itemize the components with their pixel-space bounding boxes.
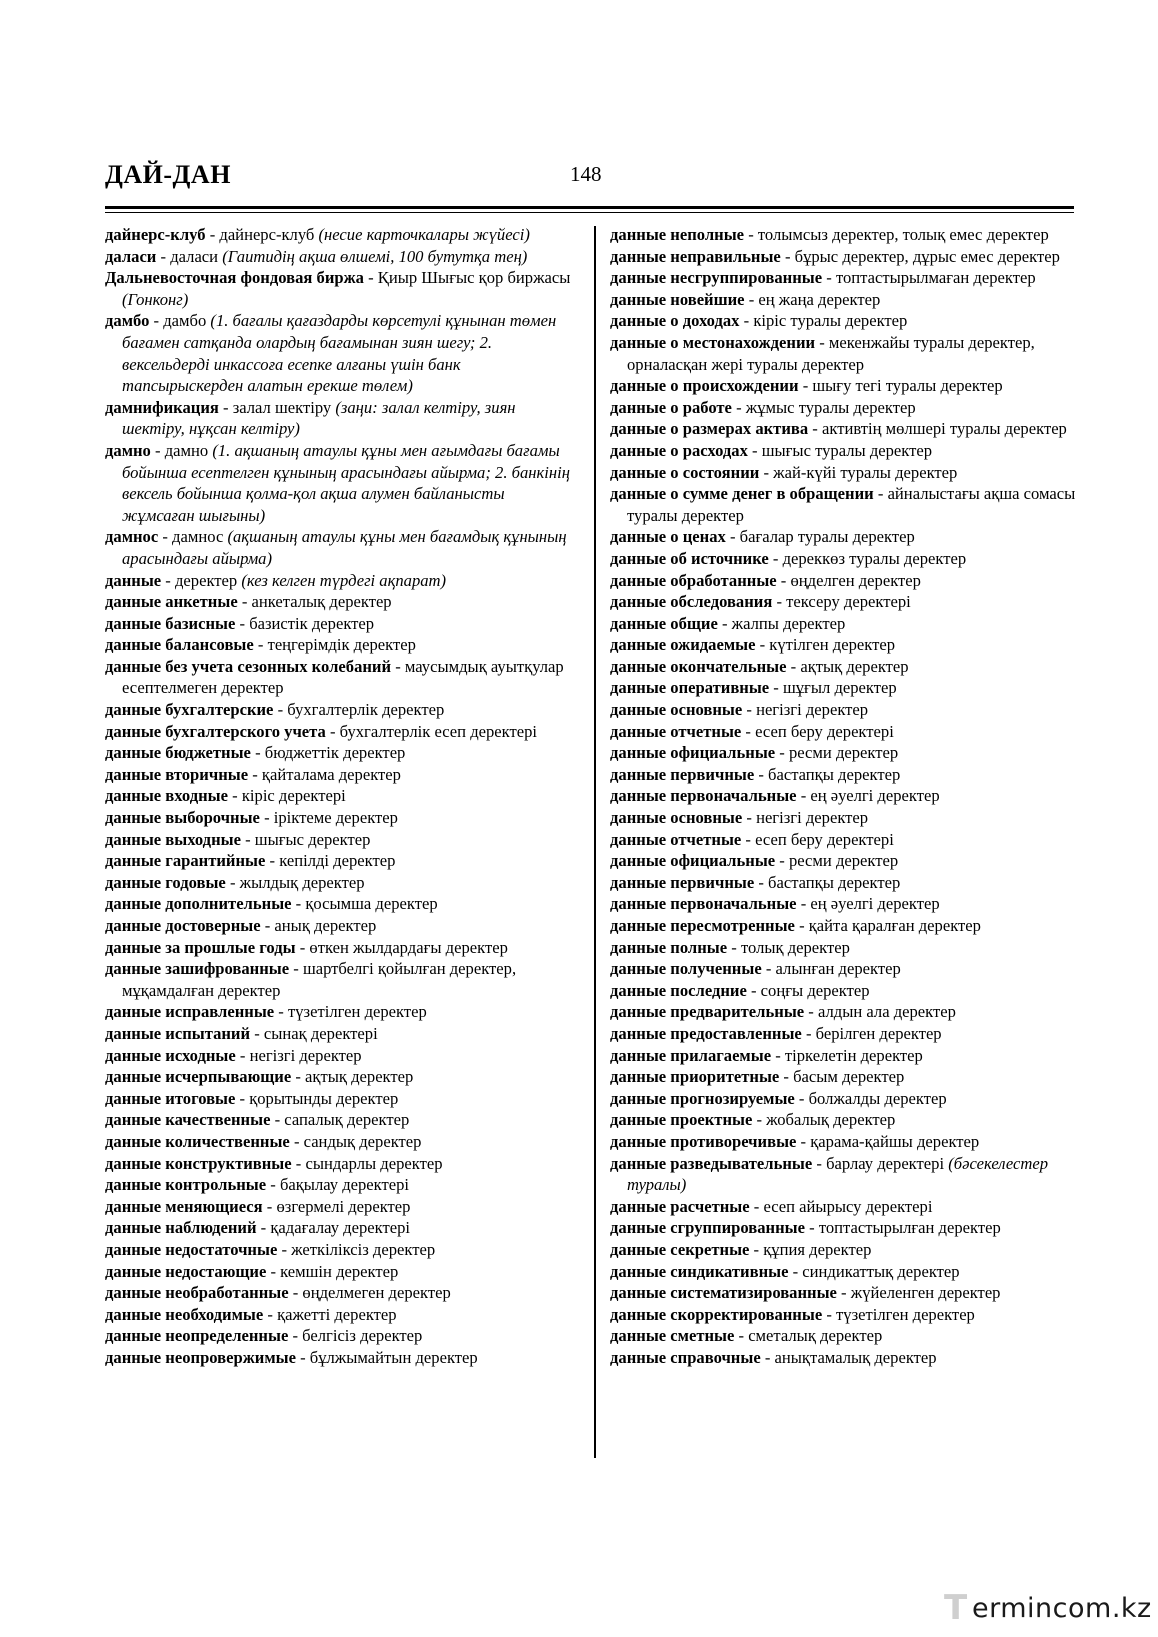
dictionary-entry: данные наблюдений - қадағалау деректері: [105, 1218, 410, 1238]
entry-definition: кемшін деректер: [280, 1261, 399, 1281]
entry-term: данные о доходах: [610, 311, 740, 331]
entry-term: данные отчетные: [610, 721, 742, 741]
dictionary-entry: данные неопределенные - белгісіз деректер: [105, 1326, 423, 1346]
entry-definition: бұрыс деректер, дұрыс емес деректер: [794, 246, 1060, 266]
dictionary-entry: данные справочные - анықтамалық деректер: [610, 1347, 937, 1367]
dictionary-entry: дайнерс-клуб - дайнерс-клуб (несие карточкалары жүйесі): [105, 225, 530, 244]
dictionary-entry: данные вторичные - қайталама деректер: [105, 764, 401, 784]
dictionary-entry: данные неопровержимые - бұлжымайтын деректер: [105, 1347, 478, 1367]
entry-term: данные справочные: [610, 1347, 761, 1367]
dictionary-entry: данные бюджетные - бюджеттік деректер: [105, 743, 406, 763]
entry-note: (бәсекелестер туралы): [627, 1153, 1049, 1195]
entry-definition: бастапқы деректер: [768, 764, 901, 784]
entry-definition: күтілген деректер: [769, 635, 895, 655]
entry-term: данные неопределенные: [105, 1326, 289, 1346]
entry-term: данные обследования: [610, 592, 773, 612]
entry-definition: дамбо: [163, 311, 207, 331]
entry-definition: топтастырылған деректер: [818, 1218, 1001, 1238]
page-number: 148: [570, 162, 602, 186]
entry-definition: негізгі деректер: [756, 808, 869, 828]
entry-definition: есеп беру деректері: [755, 829, 894, 849]
dictionary-entry: данные обследования - тексеру деректері: [610, 592, 911, 612]
entry-definition: түзетілген деректер: [836, 1304, 975, 1324]
entry-term: данные балансовые: [105, 635, 254, 655]
entry-term: данные о размерах актива: [610, 419, 809, 439]
entry-term: данные общие: [610, 613, 718, 633]
entry-note: (1. ақшаның атаулы құны мен ағымдағы бағамы бойынша есептелген құнының арасындағы айырма; 2. банкінің вексель бойынша қолма-қол ақша алумен байланысты жұмсаған шығыны): [122, 440, 570, 525]
entry-term: данные прилагаемые: [610, 1045, 772, 1065]
dictionary-entry: данные качественные - сапалық деректер: [105, 1110, 410, 1130]
entry-note: (заңи: залал келтіру, зиян шектіру, нұқсан келтіру): [122, 397, 516, 439]
entry-definition: анкеталық деректер: [251, 592, 392, 612]
entry-definition: басым деректер: [793, 1067, 905, 1087]
entry-definition: сындарлы деректер: [305, 1153, 443, 1173]
entry-definition: қажетті деректер: [277, 1304, 397, 1324]
dictionary-entry: данные новейшие - ең жаңа деректер: [610, 289, 881, 309]
dictionary-entry: данные противоречивые - қарама-қайшы деректер: [610, 1131, 980, 1151]
dictionary-entry: данные об источнике - дереккөз туралы деректер: [610, 548, 967, 568]
entry-definition: кепілді деректер: [279, 851, 396, 871]
entry-note: (ақшаның атаулы құны мен бағамдық құнының арасындағы айырма): [122, 527, 567, 568]
entry-definition: тексеру деректері: [786, 592, 911, 612]
dictionary-entry: дамнос - дамнос (ақшаның атаулы құны мен бағамдық құнының арасындағы айырма): [105, 527, 567, 568]
entry-definition: шығыс деректер: [254, 829, 371, 849]
entry-term: данные официальные: [610, 851, 776, 871]
entry-term: данные качественные: [105, 1110, 271, 1130]
dictionary-entry: данные ожидаемые - күтілген деректер: [610, 635, 895, 655]
entry-definition: сапалық деректер: [284, 1110, 410, 1130]
entry-definition: өзгермелі деректер: [276, 1196, 411, 1216]
entry-term: данные несгруппированные: [610, 268, 823, 288]
dictionary-entry: данные без учета сезонных колебаний - маусымдық ауытқулар есептелмеген деректер: [105, 656, 564, 698]
entry-definition: сандық деректер: [303, 1131, 422, 1151]
dictionary-entry: данные расчетные - есеп айырысу деректері: [610, 1196, 933, 1216]
entry-term: данные недостающие: [105, 1261, 267, 1281]
dictionary-entry: данные испытаний - сынақ деректері: [105, 1023, 378, 1043]
entry-note: (несие карточкалары жүйесі): [318, 225, 530, 244]
entry-term: данные официальные: [610, 743, 776, 763]
entry-term: данные отчетные: [610, 829, 742, 849]
entry-term: данные дополнительные: [105, 894, 292, 914]
dictionary-entry: данные разведывательные - барлау деректері (бәсекелестер туралы): [610, 1153, 1049, 1195]
dictionary-entry: данные первоначальные - ең әуелгі деректер: [610, 786, 940, 806]
entry-definition: айналыстағы ақша сомасы туралы деректер: [627, 484, 1076, 525]
dictionary-entry: данные отчетные - есеп беру деректері: [610, 721, 894, 741]
entry-definition: түзетілген деректер: [287, 1002, 427, 1022]
dictionary-entry: данные несгруппированные - топтастырылмаған деректер: [610, 268, 1036, 288]
entry-definition: базистік деректер: [249, 613, 375, 633]
entry-term: даласи: [105, 246, 157, 266]
dictionary-entry: данные окончательные - ақтық деректер: [610, 656, 909, 676]
dictionary-entry: данные синдикативные - синдикаттық деректер: [610, 1261, 960, 1281]
entry-term: данные пересмотренные: [610, 916, 795, 935]
dictionary-entry: данные за прошлые годы - өткен жылдардағы деректер: [105, 937, 508, 957]
entry-definition: белгісіз деректер: [302, 1326, 423, 1346]
entry-definition: кіріс туралы деректер: [753, 311, 908, 331]
watermark-logo-letter: T: [944, 1588, 968, 1628]
entry-term: данные о работе: [610, 397, 732, 417]
dictionary-entry: данные основные - негізгі деректер: [610, 700, 869, 720]
entry-definition: активтің мөлшері туралы деректер: [821, 419, 1067, 439]
entry-term: данные выборочные: [105, 808, 260, 828]
dictionary-entry: данные полученные - алынған деректер: [610, 959, 901, 979]
entry-term: данные о расходах: [610, 440, 748, 460]
entry-term: данные ожидаемые: [610, 635, 756, 655]
entry-term: Дальневосточная фондовая биржа: [105, 268, 364, 288]
entry-term: данные входные: [105, 786, 229, 806]
dictionary-entry: данные - деректер (кез келген түрдегі ақпарат): [105, 570, 447, 590]
dictionary-entry: данные прилагаемые - тіркелетін деректер: [610, 1045, 923, 1065]
entry-term: дамнос: [105, 527, 159, 547]
dictionary-entry: данные о происхождении - шығу тегі туралы деректер: [610, 376, 1003, 396]
entry-definition: бағалар туралы деректер: [739, 527, 915, 547]
entry-term: дамно: [105, 440, 151, 460]
dictionary-entry: данные достоверные - анық деректер: [105, 916, 377, 935]
entry-definition: қосымша деректер: [305, 894, 438, 914]
entry-term: данные о сумме денег в обращении: [610, 484, 874, 504]
entry-definition: ресми деректер: [788, 851, 899, 871]
entry-definition: берілген деректер: [815, 1023, 942, 1043]
dictionary-entry: данные оперативные - шұғыл деректер: [610, 678, 897, 698]
entry-definition: барлау деректері: [826, 1153, 945, 1173]
entry-term: данные предоставленные: [610, 1023, 802, 1043]
entry-term: данные полные: [610, 937, 728, 957]
entry-definition: шығыс туралы деректер: [761, 440, 933, 460]
entry-term: данные последние: [610, 980, 747, 1000]
entry-definition: мекенжайы туралы деректер, орналасқан жері туралы деректер: [627, 332, 1035, 374]
entry-definition: өңделген деректер: [790, 570, 921, 590]
dictionary-entry: данные о работе - жұмыс туралы деректер: [610, 397, 916, 417]
entry-definition: дамно: [164, 440, 209, 460]
entry-definition: бақылау деректері: [279, 1175, 410, 1195]
entry-term: дамнификация: [105, 397, 219, 417]
entry-term: данные необработанные: [105, 1283, 289, 1303]
entry-definition: болжалды деректер: [808, 1088, 947, 1108]
entry-term: данные новейшие: [610, 289, 745, 309]
dictionary-entry: дамнификация - залал шектіру (заңи: залал келтіру, зиян шектіру, нұқсан келтіру): [105, 397, 516, 439]
entry-definition: жалпы деректер: [731, 613, 846, 633]
entry-term: данные о состоянии: [610, 462, 760, 482]
entry-term: данные окончательные: [610, 656, 787, 676]
entry-definition: анықтамалық деректер: [774, 1347, 937, 1367]
entry-definition: залал шектіру: [232, 397, 332, 417]
left-column: [105, 224, 580, 1368]
dictionary-entry: дамно - дамно (1. ақшаның атаулы құны мен ағымдағы бағамы бойынша есептелген құнының арасындағы айырма; 2. банкінің вексель бойынша қолма-қол ақша алумен байланысты жұмсаған шығыны): [105, 440, 570, 525]
entry-term: данные обработанные: [610, 570, 777, 590]
entry-term: данные первоначальные: [610, 894, 797, 914]
entry-definition: шығу тегі туралы деректер: [812, 376, 1003, 396]
entry-definition: жүйеленген деректер: [850, 1283, 1001, 1303]
dictionary-entry: данные неполные - толымсыз деректер, толық емес деректер: [610, 225, 1049, 244]
entry-definition: дереккөз туралы деректер: [782, 548, 967, 568]
dictionary-entry: данные обработанные - өңделген деректер: [610, 570, 921, 590]
entry-definition: деректер: [174, 570, 238, 590]
entry-definition: кіріс деректері: [241, 786, 346, 806]
entry-term: данные расчетные: [610, 1196, 750, 1216]
entry-definition: синдикаттық деректер: [802, 1261, 960, 1281]
dictionary-entry: данные о ценах - бағалар туралы деректер: [610, 527, 915, 547]
entry-definition: алынған деректер: [775, 959, 901, 979]
entry-term: данные неопровержимые: [105, 1347, 296, 1367]
dictionary-entry: данные предоставленные - берілген деректер: [610, 1023, 942, 1043]
watermark-text: ermincom.kz: [972, 1593, 1152, 1624]
entry-term: данные о ценах: [610, 527, 726, 547]
dictionary-entry: данные проектные - жобалық деректер: [610, 1110, 896, 1130]
entry-definition: шұғыл деректер: [782, 678, 897, 698]
dictionary-entry: данные скорректированные - түзетілген деректер: [610, 1304, 975, 1324]
entry-definition: қорытынды деректер: [249, 1088, 399, 1108]
entry-term: данные меняющиеся: [105, 1196, 263, 1216]
dictionary-entry: данные недостающие - кемшін деректер: [105, 1261, 399, 1281]
entry-definition: Қиыр Шығыс қор биржасы: [377, 268, 571, 288]
dictionary-entry: данные анкетные - анкеталық деректер: [105, 592, 392, 612]
entry-term: данные наблюдений: [105, 1218, 257, 1238]
entry-term: данные достоверные: [105, 916, 261, 935]
dictionary-entry: данные полные - толық деректер: [610, 937, 850, 957]
dictionary-entry: данные официальные - ресми деректер: [610, 743, 899, 763]
dictionary-entry: данные приоритетные - басым деректер: [610, 1067, 905, 1087]
dictionary-entry: данные входные - кіріс деректері: [105, 786, 346, 806]
column-divider: [594, 226, 596, 1458]
dictionary-entry: данные выборочные - іріктеме деректер: [105, 808, 398, 828]
dictionary-entry: данные балансовые - теңгерімдік деректер: [105, 635, 416, 655]
entry-term: данные бухгалтерские: [105, 700, 274, 720]
entry-term: данные предварительные: [610, 1002, 805, 1022]
entry-definition: өңделмеген деректер: [302, 1283, 451, 1303]
entry-definition: бухгалтерлік деректер: [287, 700, 445, 720]
entry-definition: ең әуелгі деректер: [810, 894, 940, 914]
entry-term: данные количественные: [105, 1131, 290, 1151]
entry-definition: ақтық деректер: [305, 1067, 414, 1087]
entry-definition: қадағалау деректері: [270, 1218, 410, 1238]
entry-term: данные разведывательные: [610, 1153, 813, 1173]
dictionary-entry: данные сметные - сметалық деректер: [610, 1326, 883, 1346]
dictionary-entry: данные годовые - жылдық деректер: [105, 872, 365, 892]
dictionary-entry: данные неправильные - бұрыс деректер, дұрыс емес деректер: [610, 246, 1060, 266]
dictionary-entry: данные количественные - сандық деректер: [105, 1131, 422, 1151]
entry-definition: топтастырылмаған деректер: [835, 268, 1036, 288]
entry-term: данные контрольные: [105, 1175, 267, 1195]
entry-definition: қарама-қайшы деректер: [810, 1131, 980, 1151]
entry-definition: ресми деректер: [788, 743, 899, 763]
dictionary-entry: данные пересмотренные - қайта қаралған деректер: [610, 916, 981, 935]
dictionary-entry: данные основные - негізгі деректер: [610, 808, 869, 828]
entry-term: дамбо: [105, 311, 150, 331]
entry-term: данные о происхождении: [610, 376, 799, 396]
entry-term: данные скорректированные: [610, 1304, 823, 1324]
entry-term: данные исправленные: [105, 1002, 275, 1022]
entry-term: данные секретные: [610, 1239, 750, 1259]
entry-definition: жұмыс туралы деректер: [745, 397, 916, 417]
entry-definition: қайталама деректер: [261, 764, 401, 784]
entry-term: данные проектные: [610, 1110, 753, 1130]
entry-term: данные оперативные: [610, 678, 770, 698]
dictionary-entry: данные прогнозируемые - болжалды деректер: [610, 1088, 947, 1108]
header-rule-thin: [105, 212, 1074, 213]
entry-term: данные о местонахождении: [610, 332, 816, 352]
entry-term: данные первоначальные: [610, 786, 797, 806]
entry-term: данные выходные: [105, 829, 241, 849]
entry-definition: бухгалтерлік есеп деректері: [339, 721, 538, 741]
dictionary-entry: данные итоговые - қорытынды деректер: [105, 1088, 399, 1108]
entry-definition: маусымдық ауытқулар есептелмеген деректер: [122, 656, 564, 698]
dictionary-entry: данные необходимые - қажетті деректер: [105, 1304, 397, 1324]
entry-term: данные неполные: [610, 225, 745, 244]
entry-term: данные противоречивые: [610, 1131, 797, 1151]
entry-definition: жобалық деректер: [766, 1110, 896, 1130]
dictionary-entry: данные необработанные - өңделмеген деректер: [105, 1283, 451, 1303]
entry-definition: жеткіліксіз деректер: [291, 1239, 436, 1259]
entry-definition: ақтық деректер: [800, 656, 909, 676]
entry-definition: сметалық деректер: [748, 1326, 883, 1346]
entry-term: данные приоритетные: [610, 1067, 780, 1087]
dictionary-entry: данные о местонахождении - мекенжайы туралы деректер, орналасқан жері туралы деректер: [610, 332, 1035, 374]
dictionary-entry: данные выходные - шығыс деректер: [105, 829, 371, 849]
entry-term: данные бухгалтерского учета: [105, 721, 326, 741]
dictionary-entry: дамбо - дамбо (1. бағалы қағаздарды көрсетулі құнынан төмен бағамен сатқанда олардың бағамынан зиян шегу; 2. вексельдерді инкассоға есепке алғаны үшін банк тапсырыскерден алатын ерекше төлем): [105, 311, 557, 396]
dictionary-entry: данные конструктивные - сындарлы деректер: [105, 1153, 443, 1173]
dictionary-entry: Дальневосточная фондовая биржа - Қиыр Шығыс қор биржасы (Гонконг): [105, 268, 571, 309]
entry-term: данные годовые: [105, 872, 226, 892]
entry-term: данные полученные: [610, 959, 762, 979]
dictionary-entry: даласи - даласи (Гаитидің ақша өлшемі, 100 бутутқа тең): [105, 246, 528, 266]
entry-term: данные вторичные: [105, 764, 249, 784]
dictionary-entry: данные бухгалтерского учета - бухгалтерлік есеп деректері: [105, 721, 538, 741]
dictionary-entry: данные контрольные - бақылау деректері: [105, 1175, 410, 1195]
entry-term: дайнерс-клуб: [105, 225, 206, 244]
entry-term: данные сметные: [610, 1326, 735, 1346]
entry-definition: теңгерімдік деректер: [267, 635, 416, 655]
entry-note: (кез келген түрдегі ақпарат): [241, 570, 447, 590]
dictionary-entry: данные исправленные - түзетілген деректер: [105, 1002, 427, 1022]
entry-definition: алдын ала деректер: [817, 1002, 956, 1022]
entry-definition: ең жаңа деректер: [758, 289, 881, 309]
entry-definition: өткен жылдардағы деректер: [309, 937, 508, 957]
entry-term: данные анкетные: [105, 592, 238, 612]
entry-definition: қайта қаралған деректер: [808, 916, 981, 935]
dictionary-entry: данные общие - жалпы деректер: [610, 613, 846, 633]
entry-definition: негізгі деректер: [249, 1045, 362, 1065]
entry-definition: бұлжымайтын деректер: [309, 1347, 478, 1367]
entry-term: данные: [105, 570, 162, 590]
dictionary-entry: данные последние - соңғы деректер: [610, 980, 870, 1000]
section-title: ДАЙ-ДАН: [105, 160, 231, 189]
entry-definition: есеп беру деректері: [755, 721, 894, 741]
entry-definition: жылдық деректер: [239, 872, 365, 892]
entry-definition: толық деректер: [740, 937, 850, 957]
entry-term: данные об источнике: [610, 548, 769, 568]
entry-definition: толымсыз деректер, толық емес деректер: [757, 225, 1049, 244]
entry-term: данные прогнозируемые: [610, 1088, 795, 1108]
header-rule-thick: [105, 206, 1074, 209]
entry-term: данные базисные: [105, 613, 236, 633]
entry-definition: шартбелгі қойылған деректер, мұқамдалған деректер: [122, 959, 517, 1000]
dictionary-entry: данные меняющиеся - өзгермелі деректер: [105, 1196, 411, 1216]
entry-definition: анық деректер: [274, 916, 377, 935]
entry-term: данные испытаний: [105, 1023, 251, 1043]
dictionary-entry: данные о сумме денег в обращении - айналыстағы ақша сомасы туралы деректер: [610, 484, 1076, 525]
dictionary-entry: данные секретные - құпия деректер: [610, 1239, 872, 1259]
entry-definition: даласи: [170, 246, 219, 266]
dictionary-entry: данные о состоянии - жай-күйі туралы деректер: [610, 462, 958, 482]
dictionary-entry: данные первоначальные - ең әуелгі деректер: [610, 894, 940, 914]
entry-definition: ең әуелгі деректер: [810, 786, 940, 806]
entry-term: данные без учета сезонных колебаний: [105, 656, 392, 676]
entry-term: данные основные: [610, 700, 743, 720]
entry-term: данные основные: [610, 808, 743, 828]
entry-term: данные сгруппированные: [610, 1218, 805, 1238]
entry-note: (1. бағалы қағаздарды көрсетулі құнынан төмен бағамен сатқанда олардың бағамынан зиян шегу; 2. вексельдерді инкассоға есепке алғаны үшін банк тапсырыскерден алатын ерекше төлем): [122, 311, 557, 396]
entry-note: (Гонконг): [122, 289, 189, 309]
right-column: [610, 224, 1076, 1368]
dictionary-entry: данные сгруппированные - топтастырылған деректер: [610, 1218, 1001, 1238]
dictionary-entry: данные исчерпывающие - ақтық деректер: [105, 1067, 414, 1087]
dictionary-entry: данные о размерах актива - активтің мөлшері туралы деректер: [610, 419, 1067, 439]
entry-term: данные первичные: [610, 872, 755, 892]
entry-definition: негізгі деректер: [756, 700, 869, 720]
entry-definition: соңғы деректер: [760, 980, 870, 1000]
entry-definition: жай-күйі туралы деректер: [773, 462, 958, 482]
dictionary-entry: данные дополнительные - қосымша деректер: [105, 894, 438, 914]
entry-definition: бастапқы деректер: [768, 872, 901, 892]
entry-definition: есеп айырысу деректері: [763, 1196, 933, 1216]
entry-term: данные зашифрованные: [105, 959, 290, 979]
entry-term: данные недостаточные: [105, 1239, 278, 1259]
site-watermark: [944, 1588, 1152, 1628]
dictionary-entry: данные исходные - негізгі деректер: [105, 1045, 362, 1065]
entry-term: данные неправильные: [610, 246, 781, 266]
dictionary-entry: данные первичные - бастапқы деректер: [610, 872, 901, 892]
entry-term: данные исходные: [105, 1045, 236, 1065]
entry-term: данные синдикативные: [610, 1261, 789, 1281]
entry-definition: бюджеттік деректер: [264, 743, 406, 763]
dictionary-entry: данные предварительные - алдын ала деректер: [610, 1002, 956, 1022]
entry-term: данные исчерпывающие: [105, 1067, 292, 1087]
entry-term: данные первичные: [610, 764, 755, 784]
entry-definition: іріктеме деректер: [273, 808, 398, 828]
entry-term: данные конструктивные: [105, 1153, 292, 1173]
entry-term: данные систематизированные: [610, 1283, 837, 1303]
dictionary-entry: данные официальные - ресми деректер: [610, 851, 899, 871]
entry-term: данные за прошлые годы: [105, 937, 296, 957]
dictionary-entry: данные гарантийные - кепілді деректер: [105, 851, 396, 871]
dictionary-entry: данные бухгалтерские - бухгалтерлік деректер: [105, 700, 445, 720]
entry-definition: сынақ деректері: [263, 1023, 378, 1043]
dictionary-entry: данные систематизированные - жүйеленген деректер: [610, 1283, 1001, 1303]
entry-definition: тіркелетін деректер: [784, 1045, 923, 1065]
entry-definition: құпия деректер: [763, 1239, 872, 1259]
entry-term: данные итоговые: [105, 1088, 236, 1108]
entry-note: (Гаитидің ақша өлшемі, 100 бутутқа тең): [222, 246, 528, 266]
dictionary-entry: данные зашифрованные - шартбелгі қойылған деректер, мұқамдалған деректер: [105, 959, 517, 1000]
entry-definition: дайнерс-клуб: [219, 225, 315, 244]
entry-definition: дамнос: [172, 527, 224, 547]
dictionary-entry: данные базисные - базистік деректер: [105, 613, 375, 633]
entry-term: данные бюджетные: [105, 743, 251, 763]
page-header: [105, 158, 1074, 206]
dictionary-entry: данные отчетные - есеп беру деректері: [610, 829, 894, 849]
dictionary-entry: данные первичные - бастапқы деректер: [610, 764, 901, 784]
entry-term: данные необходимые: [105, 1304, 264, 1324]
entry-term: данные гарантийные: [105, 851, 266, 871]
dictionary-entry: данные о расходах - шығыс туралы деректер: [610, 440, 933, 460]
dictionary-entry: данные недостаточные - жеткіліксіз деректер: [105, 1239, 436, 1259]
dictionary-entry: данные о доходах - кіріс туралы деректер: [610, 311, 908, 331]
